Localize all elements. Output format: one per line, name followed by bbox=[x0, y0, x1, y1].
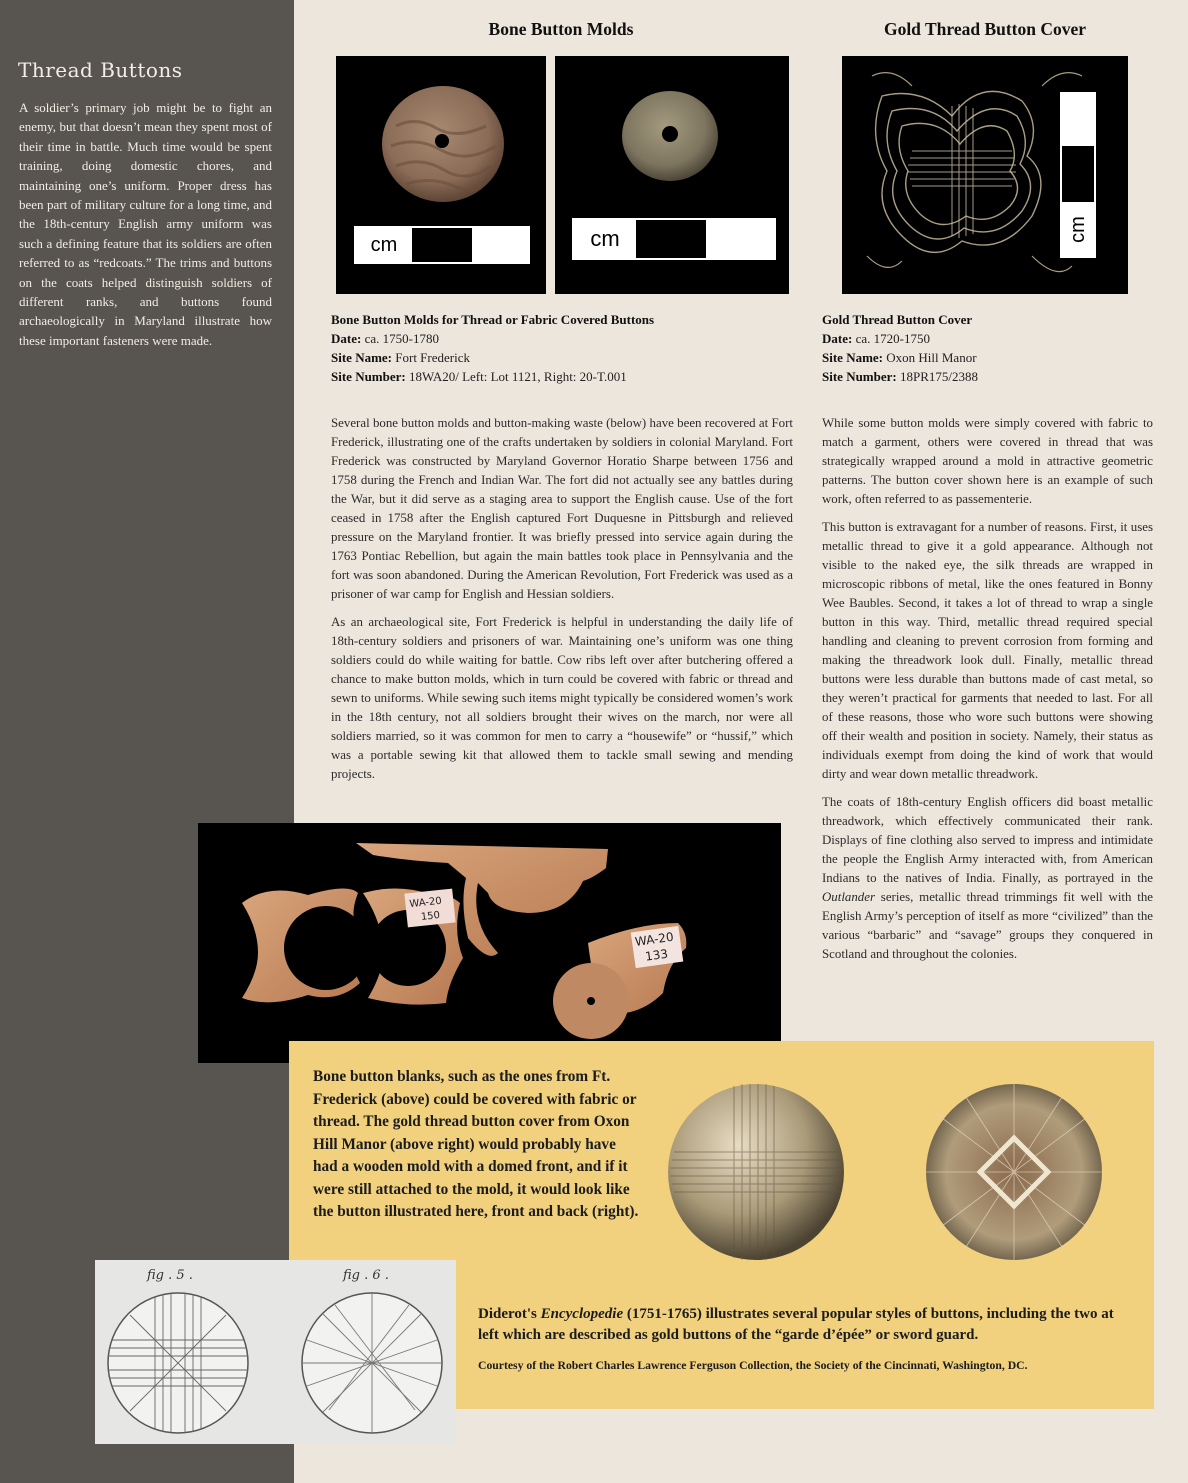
scale-white-segment bbox=[1062, 94, 1094, 146]
bone-button-molds-heading: Bone Button Molds bbox=[488, 19, 634, 39]
fig6-button bbox=[302, 1293, 442, 1433]
date-label: Date: bbox=[331, 331, 362, 346]
scale-label-box bbox=[1062, 202, 1094, 256]
text-fragment: Diderot's bbox=[478, 1306, 541, 1322]
sidebar-title: Thread Buttons bbox=[18, 58, 183, 82]
bone-molds-caption bbox=[331, 310, 791, 386]
text-fragment: (1751-1765) illustrates several popular styles of buttons, including the two at left which are described as gold buttons of the “garde d’épée” or sword guard. bbox=[478, 1306, 1114, 1343]
scale-white-segment bbox=[706, 220, 774, 258]
text-fragment: The coats of 18th-century English officers did boast metallic threadwork, which effectively communicated their rank. Displays of fine clothing also served to impress and intimidate the people the English Army interacted with, from American Indians to the natives of India. Finally, as portrayed in the bbox=[822, 795, 1153, 885]
fig5-button bbox=[108, 1293, 248, 1433]
date-label: Date: bbox=[822, 331, 853, 346]
scale-label: cm bbox=[574, 220, 636, 258]
date-value: ca. 1720-1750 bbox=[855, 331, 930, 346]
site-number-value: 18WA20/ Left: Lot 1121, Right: 20-T.001 bbox=[409, 369, 627, 384]
outlander-title: Outlander bbox=[822, 890, 875, 904]
site-number-label: Site Number: bbox=[822, 369, 897, 384]
vertical-scale-bar bbox=[1060, 92, 1096, 258]
diderot-button-engravings bbox=[95, 1260, 456, 1444]
fig5-label: fig . 5 . bbox=[147, 1268, 193, 1283]
article-paragraph: This button is extravagant for a number of reasons. First, it uses metallic thread to give it a gold appearance. Although not visible to the naked eye, the silk threads are wrapped in microscopic ribbons of metal, like the ones featured in Bonny Wee Baubles. Second, it takes a lot of thread to wrap a single button in this way. Third, metallic thread required special handling and cleaning to prevent corrosion from forming and making the threadwork look dull. Finally, metallic thread buttons were less durable than buttons made of cast metal, so they weren’t practical for garments that needed to last. For all of these reasons, those who wore such buttons were showing off their wealth and position in society. Namely, their status as individuals exempt from doing the kind of work that would dirty and wear down metallic threadwork. bbox=[822, 520, 1153, 781]
caption-title: Bone Button Molds for Thread or Fabric Covered Buttons bbox=[331, 312, 655, 327]
bone-mold-photo-left bbox=[336, 56, 546, 294]
bone-label-wa20: WA-20 bbox=[408, 895, 443, 911]
button-back-illustration bbox=[926, 1084, 1102, 1260]
bone-waste-photo bbox=[198, 823, 781, 1063]
article-paragraph: Several bone button molds and button-making waste (below) have been recovered at Fort Frederick, illustrating one of the crafts undertaken by soldiers in colonial Maryland. Fort Frederick was constructed by Maryland Governor Horatio Sharpe between 1756 and 1758 during the French and Indian War. The fort did not actually see any battles during the War, but it did serve as a staging area to support the English cause. Use of the fort ceased in 1758 after the English captured Fort Duquesne in Pittsburgh and relieved pressure on the Maryland frontier. It was briefly pressed into service again during the 1763 Pontiac Rebellion, but again the main battles took place in Pennsylvania and the fort was soon abandoned. During the American Revolution, Fort Frederick was used as a prisoner of war camp for English and Hessian soldiers. bbox=[331, 416, 793, 601]
fort-frederick-article bbox=[331, 414, 793, 793]
reconstructed-buttons bbox=[664, 1072, 1164, 1272]
date-value: ca. 1750-1780 bbox=[364, 331, 439, 346]
sidebar-intro-text: A soldier’s primary job might be to fight an enemy, but that doesn’t mean they spent most of their time in battle. Much time would be spent training, doing domestic chores, and maintaining one’s uniform. Proper dress has been part of military culture for a long time, and the 18th-century English army uniform was such a defining feature that its soldiers are often referred to as “redcoats.” The trims and buttons on the coats helped distinguish soldiers of different ranks, and buttons found archaeologically in Maryland illustrate how these important fasteners were made. bbox=[19, 100, 272, 348]
scale-bar bbox=[354, 226, 530, 264]
gold-thread-heading: Gold Thread Button Cover bbox=[883, 19, 1087, 39]
scale-label: cm bbox=[356, 228, 412, 262]
gold-thread-article bbox=[822, 414, 1153, 973]
scale-black-segment bbox=[412, 228, 472, 262]
bone-label-150: 150 bbox=[420, 910, 441, 923]
bone-label-wa20: WA-20 bbox=[634, 929, 675, 949]
article-paragraph: As an archaeological site, Fort Frederick is helpful in understanding the daily life of 18th-century soldiers and prisoners of war. Maintaining one’s uniform was one thing soldiers could do while waiting for battle. Cow ribs left over after butchering offered a chance to make button molds, which in turn could be covered with fabric or thread and sewn to uniforms. While sewing such items might typically be considered women’s work in the 18th century, not all soldiers brought their wives on the march, nor were all soldiers married, so it was common for men to carry a “housewife” or “hussif,” which was a portable sewing kit that allowed them to tackle small sewing and mending projects. bbox=[331, 615, 793, 781]
site-number-value: 18PR175/2388 bbox=[900, 369, 979, 384]
text-fragment: series, metallic thread trimmings fit well with the English Army’s perception of itself as more “civilized” than the various “barbaric” and “savage” groups they conquered in Scotland and throughout the colonies. bbox=[822, 890, 1153, 961]
scale-label: cm bbox=[1066, 215, 1089, 243]
site-name-label: Site Name: bbox=[331, 350, 393, 365]
banner-text: Bone button blanks, such as the ones from Ft. Frederick (above) could be covered with fabric or thread. The gold thread button cover from Oxon Hill Manor (above right) would probably have had a wooden mold with a domed front, and if it were still attached to the mold, it would look like the button illustrated here, front and back (right). bbox=[313, 1068, 639, 1220]
article-paragraph bbox=[822, 793, 1153, 964]
article-paragraph: While some button molds were simply covered with fabric to match a garment, others were covered in thread that was strategically wrapped around a mold in attractive geometric patterns. The button cover shown here is an example of such work, often referred to as passementerie. bbox=[822, 416, 1153, 506]
site-name-value: Fort Frederick bbox=[395, 350, 470, 365]
scale-black-segment bbox=[636, 220, 706, 258]
scale-bar bbox=[572, 218, 776, 260]
diderot-caption bbox=[478, 1304, 1138, 1346]
gold-thread-caption bbox=[822, 310, 1142, 386]
site-name-value: Oxon Hill Manor bbox=[886, 350, 977, 365]
bone-label-133: 133 bbox=[644, 946, 669, 964]
scale-white-segment bbox=[472, 228, 528, 262]
site-name-label: Site Name: bbox=[822, 350, 884, 365]
fig6-label: fig . 6 . bbox=[343, 1268, 389, 1283]
scale-black-segment bbox=[1062, 146, 1094, 202]
site-number-label: Site Number: bbox=[331, 369, 406, 384]
caption-title: Gold Thread Button Cover bbox=[822, 312, 973, 327]
diderot-figures-panel bbox=[95, 1260, 456, 1444]
encyclopedie-title: Encyclopedie bbox=[540, 1306, 624, 1322]
button-front-illustration bbox=[668, 1084, 844, 1260]
bone-waste-image bbox=[198, 823, 781, 1063]
gold-thread-photo bbox=[842, 56, 1128, 294]
bone-mold-photo-right bbox=[555, 56, 789, 294]
courtesy-credit: Courtesy of the Robert Charles Lawrence Ferguson Collection, the Society of the Cincinnati, Washington, DC. bbox=[478, 1359, 1028, 1372]
